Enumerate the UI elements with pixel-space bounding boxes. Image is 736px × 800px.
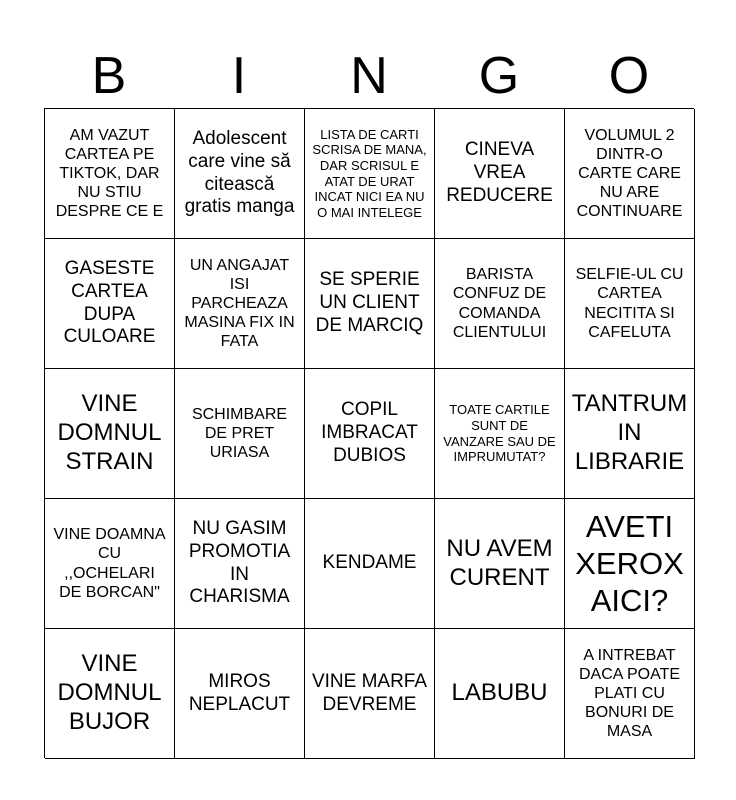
cell-text: SCHIMBARE DE PRET URIASA	[191, 405, 288, 462]
cell-text: Adolescent care vine să citească gratis manga	[184, 127, 295, 218]
cell-text: CINEVA VREA REDUCERE	[446, 139, 553, 206]
cell-text: VINE DOAMNA CU ,,OCHELARI DE BORCAN"	[53, 526, 166, 601]
cell-text: NU GASIM PROMOTIA IN CHARISMA	[188, 517, 291, 608]
cell-text: SELFIE-UL CU CARTEA NECITITA SI CAFELUTA	[575, 266, 684, 341]
bingo-cell-r2c4[interactable]	[435, 239, 565, 369]
cell-text: VOLUMUL 2 DINTR-O CARTE CARE NU ARE CONTINUARE	[576, 126, 683, 221]
header-letter-b: B	[91, 47, 127, 105]
cell-text: MIROS NEPLACUT	[188, 670, 291, 715]
bingo-cell-r1c4[interactable]	[435, 109, 565, 239]
bingo-cell-r3c4[interactable]	[435, 369, 565, 499]
bingo-cell-r1c2[interactable]	[175, 109, 305, 239]
bingo-cell-r1c3[interactable]	[305, 109, 435, 239]
bingo-cell-r3c3[interactable]	[305, 369, 435, 499]
cell-text: BARISTA CONFUZ DE COMANDA CLIENTULUI	[452, 266, 547, 341]
cell-text: SE SPERIE UN CLIENT DE MARCIQ	[315, 269, 424, 336]
cell-text: AVETI XEROX AICI?	[575, 508, 684, 619]
cell-text: VINE MARFA DEVREME	[311, 670, 428, 715]
cell-text: VINE DOMNUL STRAIN	[57, 390, 162, 475]
bingo-cell-r2c3[interactable]	[305, 239, 435, 369]
bingo-cell-r3c5[interactable]	[565, 369, 695, 499]
bingo-cell-r2c2[interactable]	[175, 239, 305, 369]
bingo-cell-r4c3[interactable]	[305, 499, 435, 629]
header-letter-n: N	[350, 47, 388, 105]
bingo-board	[44, 108, 694, 758]
bingo-cell-r5c4[interactable]	[435, 629, 565, 759]
bingo-cell-r4c1[interactable]	[45, 499, 175, 629]
cell-text: VINE DOMNUL BUJOR	[57, 650, 162, 735]
cell-text: KENDAME	[322, 552, 417, 574]
cell-text: NU AVEM CURENT	[446, 534, 553, 591]
bingo-cell-r4c5[interactable]	[565, 499, 695, 629]
bingo-cell-r1c1[interactable]	[45, 109, 175, 239]
bingo-cell-r5c5[interactable]	[565, 629, 695, 759]
bingo-cell-r5c1[interactable]	[45, 629, 175, 759]
header-letter-g: G	[478, 47, 520, 105]
bingo-cell-r3c1[interactable]	[45, 369, 175, 499]
cell-text: TANTRUM IN LIBRARIE	[571, 390, 688, 475]
bingo-cell-r3c2[interactable]	[175, 369, 305, 499]
cell-text: UN ANGAJAT ISI PARCHEAZA MASINA FIX IN FATA	[184, 256, 295, 351]
bingo-cell-r4c4[interactable]	[435, 499, 565, 629]
bingo-cell-r1c5[interactable]	[565, 109, 695, 239]
cell-text: GASESTE CARTEA DUPA CULOARE	[63, 257, 156, 348]
bingo-cell-r2c5[interactable]	[565, 239, 695, 369]
bingo-cell-r5c3[interactable]	[305, 629, 435, 759]
bingo-cell-r5c2[interactable]	[175, 629, 305, 759]
cell-text: COPIL IMBRACAT DUBIOS	[321, 399, 418, 466]
cell-text: AM VAZUT CARTEA PE TIKTOK, DAR NU STIU DESPRE CE E	[55, 126, 164, 221]
cell-text: TOATE CARTILE SUNT DE VANZARE SAU DE IMPRUMUTAT?	[443, 402, 556, 465]
cell-text: A INTREBAT DACA POATE PLATI CU BONURI DE MASA	[578, 646, 681, 741]
header-letter-i: I	[231, 47, 247, 105]
bingo-header	[44, 44, 694, 108]
bingo-cell-r4c2[interactable]	[175, 499, 305, 629]
header-letter-o: O	[608, 47, 650, 105]
cell-text: LISTA DE CARTI SCRISA DE MANA, DAR SCRISUL E ATAT DE URAT INCAT NICI EA NU O MAI INTELEGE	[312, 126, 427, 220]
bingo-cell-r2c1[interactable]	[45, 239, 175, 369]
cell-text: LABUBU	[451, 679, 548, 707]
